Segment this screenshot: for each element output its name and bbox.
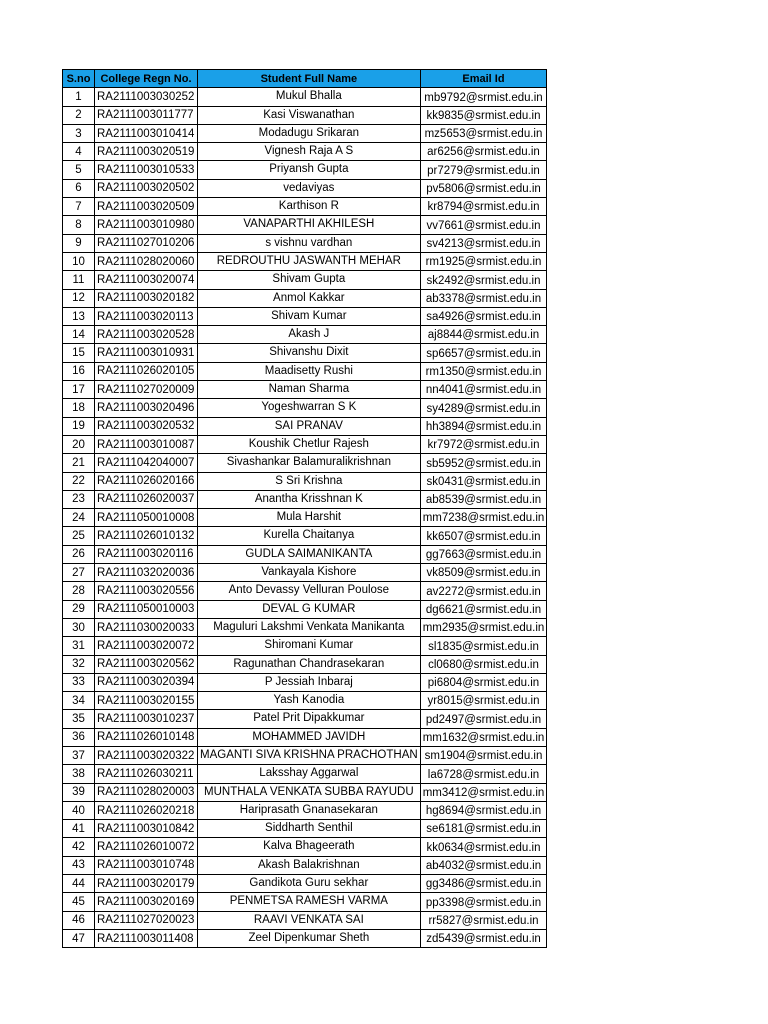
table-row: [63, 637, 547, 655]
cell-student-name: Mula Harshit: [198, 509, 421, 527]
table-row: [63, 106, 547, 124]
cell-regn-no: RA2111028020003: [95, 783, 198, 801]
cell-regn-no: RA2111026020105: [95, 362, 198, 380]
cell-student-name: Laksshay Aggarwal: [198, 765, 421, 783]
cell-email: ab3378@srmist.edu.in: [420, 289, 547, 307]
cell-email: kr7972@srmist.edu.in: [420, 435, 547, 453]
cell-sno: 9: [63, 234, 95, 252]
cell-email: pv5806@srmist.edu.in: [420, 179, 547, 197]
cell-student-name: Vankayala Kishore: [198, 564, 421, 582]
cell-student-name: Shivam Gupta: [198, 271, 421, 289]
cell-sno: 25: [63, 527, 95, 545]
table-row: [63, 856, 547, 874]
table-row: [63, 161, 547, 179]
cell-sno: 23: [63, 490, 95, 508]
cell-email: se6181@srmist.edu.in: [420, 820, 547, 838]
table-row: [63, 765, 547, 783]
cell-email: sy4289@srmist.edu.in: [420, 399, 547, 417]
cell-email: sl1835@srmist.edu.in: [420, 637, 547, 655]
table-row: [63, 143, 547, 161]
cell-regn-no: RA2111003010748: [95, 856, 198, 874]
cell-regn-no: RA2111003020169: [95, 893, 198, 911]
cell-regn-no: RA2111003020182: [95, 289, 198, 307]
student-table: [62, 69, 547, 948]
cell-sno: 34: [63, 692, 95, 710]
cell-email: aj8844@srmist.edu.in: [420, 326, 547, 344]
cell-regn-no: RA2111003020496: [95, 399, 198, 417]
cell-sno: 8: [63, 216, 95, 234]
cell-regn-no: RA2111027020009: [95, 381, 198, 399]
cell-sno: 18: [63, 399, 95, 417]
table-row: [63, 362, 547, 380]
cell-sno: 35: [63, 710, 95, 728]
cell-email: pi6804@srmist.edu.in: [420, 673, 547, 691]
cell-regn-no: RA2111003010842: [95, 820, 198, 838]
cell-regn-no: RA2111032020036: [95, 564, 198, 582]
cell-student-name: REDROUTHU JASWANTH MEHAR: [198, 252, 421, 270]
cell-regn-no: RA2111003020502: [95, 179, 198, 197]
cell-email: kk6507@srmist.edu.in: [420, 527, 547, 545]
cell-regn-no: RA2111026010148: [95, 728, 198, 746]
cell-student-name: Anmol Kakkar: [198, 289, 421, 307]
table-row: [63, 490, 547, 508]
cell-student-name: Maadisetty Rushi: [198, 362, 421, 380]
cell-regn-no: RA2111003020072: [95, 637, 198, 655]
table-row: [63, 564, 547, 582]
header-sno: S.no: [63, 70, 95, 88]
cell-student-name: MUNTHALA VENKATA SUBBA RAYUDU: [198, 783, 421, 801]
table-row: [63, 381, 547, 399]
table-row: [63, 399, 547, 417]
cell-student-name: Mukul Bhalla: [198, 88, 421, 106]
cell-sno: 36: [63, 728, 95, 746]
table-row: [63, 472, 547, 490]
cell-sno: 32: [63, 655, 95, 673]
cell-student-name: Kurella Chaitanya: [198, 527, 421, 545]
cell-email: gg7663@srmist.edu.in: [420, 545, 547, 563]
cell-regn-no: RA2111003011408: [95, 929, 198, 947]
cell-email: av2272@srmist.edu.in: [420, 582, 547, 600]
table-row: [63, 179, 547, 197]
cell-student-name: P Jessiah Inbaraj: [198, 673, 421, 691]
table-row: [63, 618, 547, 636]
cell-student-name: Anantha Krisshnan K: [198, 490, 421, 508]
cell-email: pd2497@srmist.edu.in: [420, 710, 547, 728]
cell-email: hg8694@srmist.edu.in: [420, 801, 547, 819]
cell-student-name: Akash Balakrishnan: [198, 856, 421, 874]
cell-student-name: Sivashankar Balamuralikrishnan: [198, 454, 421, 472]
cell-sno: 22: [63, 472, 95, 490]
cell-student-name: Naman Sharma: [198, 381, 421, 399]
cell-sno: 41: [63, 820, 95, 838]
table-row: [63, 271, 547, 289]
cell-regn-no: RA2111003020074: [95, 271, 198, 289]
header-regn: College Regn No.: [95, 70, 198, 88]
cell-email: vk8509@srmist.edu.in: [420, 564, 547, 582]
cell-sno: 3: [63, 124, 95, 142]
table-body: [63, 88, 547, 948]
cell-regn-no: RA2111003011777: [95, 106, 198, 124]
cell-student-name: Kalva Bhageerath: [198, 838, 421, 856]
cell-sno: 45: [63, 893, 95, 911]
cell-regn-no: RA2111026010132: [95, 527, 198, 545]
cell-regn-no: RA2111003010087: [95, 435, 198, 453]
cell-regn-no: RA2111003020113: [95, 307, 198, 325]
cell-regn-no: RA2111003020394: [95, 673, 198, 691]
cell-regn-no: RA2111026020037: [95, 490, 198, 508]
cell-sno: 5: [63, 161, 95, 179]
cell-regn-no: RA2111050010008: [95, 509, 198, 527]
cell-email: zd5439@srmist.edu.in: [420, 929, 547, 947]
cell-student-name: Shivam Kumar: [198, 307, 421, 325]
cell-email: kk9835@srmist.edu.in: [420, 106, 547, 124]
cell-email: sv4213@srmist.edu.in: [420, 234, 547, 252]
cell-regn-no: RA2111003020556: [95, 582, 198, 600]
cell-sno: 21: [63, 454, 95, 472]
table-row: [63, 216, 547, 234]
cell-regn-no: RA2111050010003: [95, 600, 198, 618]
cell-sno: 39: [63, 783, 95, 801]
cell-email: kk0634@srmist.edu.in: [420, 838, 547, 856]
cell-email: pp3398@srmist.edu.in: [420, 893, 547, 911]
cell-sno: 42: [63, 838, 95, 856]
table-row: [63, 801, 547, 819]
table-row: [63, 198, 547, 216]
cell-email: mz5653@srmist.edu.in: [420, 124, 547, 142]
cell-regn-no: RA2111003020155: [95, 692, 198, 710]
cell-email: rm1350@srmist.edu.in: [420, 362, 547, 380]
cell-sno: 1: [63, 88, 95, 106]
cell-email: vv7661@srmist.edu.in: [420, 216, 547, 234]
cell-sno: 11: [63, 271, 95, 289]
cell-regn-no: RA2111003020116: [95, 545, 198, 563]
cell-sno: 28: [63, 582, 95, 600]
cell-regn-no: RA2111003020519: [95, 143, 198, 161]
cell-sno: 47: [63, 929, 95, 947]
cell-email: sp6657@srmist.edu.in: [420, 344, 547, 362]
cell-regn-no: RA2111042040007: [95, 454, 198, 472]
table-row: [63, 326, 547, 344]
cell-sno: 10: [63, 252, 95, 270]
cell-regn-no: RA2111030020033: [95, 618, 198, 636]
cell-student-name: SAI PRANAV: [198, 417, 421, 435]
cell-email: ar6256@srmist.edu.in: [420, 143, 547, 161]
table-row: [63, 454, 547, 472]
cell-sno: 43: [63, 856, 95, 874]
cell-sno: 29: [63, 600, 95, 618]
cell-regn-no: RA2111026010072: [95, 838, 198, 856]
cell-regn-no: RA2111003010931: [95, 344, 198, 362]
cell-sno: 15: [63, 344, 95, 362]
cell-student-name: DEVAL G KUMAR: [198, 600, 421, 618]
cell-regn-no: RA2111026030211: [95, 765, 198, 783]
table-row: [63, 527, 547, 545]
table-row: [63, 692, 547, 710]
cell-student-name: Karthison R: [198, 198, 421, 216]
table-row: [63, 124, 547, 142]
cell-regn-no: RA2111003010533: [95, 161, 198, 179]
cell-regn-no: RA2111003020179: [95, 875, 198, 893]
cell-sno: 6: [63, 179, 95, 197]
cell-email: rm1925@srmist.edu.in: [420, 252, 547, 270]
table-row: [63, 545, 547, 563]
table-row: [63, 252, 547, 270]
cell-student-name: PENMETSA RAMESH VARMA: [198, 893, 421, 911]
table-row: [63, 875, 547, 893]
table-row: [63, 417, 547, 435]
header-name: Student Full Name: [198, 70, 421, 88]
cell-regn-no: RA2111003020509: [95, 198, 198, 216]
cell-student-name: s vishnu vardhan: [198, 234, 421, 252]
cell-sno: 13: [63, 307, 95, 325]
table-row: [63, 710, 547, 728]
cell-student-name: Vignesh Raja A S: [198, 143, 421, 161]
cell-regn-no: RA2111003010980: [95, 216, 198, 234]
cell-sno: 14: [63, 326, 95, 344]
cell-email: pr7279@srmist.edu.in: [420, 161, 547, 179]
cell-sno: 20: [63, 435, 95, 453]
cell-email: kr8794@srmist.edu.in: [420, 198, 547, 216]
cell-email: ab8539@srmist.edu.in: [420, 490, 547, 508]
cell-student-name: Gandikota Guru sekhar: [198, 875, 421, 893]
cell-student-name: Anto Devassy Velluran Poulose: [198, 582, 421, 600]
cell-student-name: Ragunathan Chandrasekaran: [198, 655, 421, 673]
cell-email: sk2492@srmist.edu.in: [420, 271, 547, 289]
cell-regn-no: RA2111027010206: [95, 234, 198, 252]
cell-student-name: Patel Prit Dipakkumar: [198, 710, 421, 728]
cell-regn-no: RA2111003030252: [95, 88, 198, 106]
table-row: [63, 838, 547, 856]
cell-email: mm7238@srmist.edu.in: [420, 509, 547, 527]
cell-regn-no: RA2111003020528: [95, 326, 198, 344]
cell-sno: 7: [63, 198, 95, 216]
table-row: [63, 289, 547, 307]
cell-email: sm1904@srmist.edu.in: [420, 746, 547, 764]
table-row: [63, 783, 547, 801]
table-row: [63, 435, 547, 453]
cell-student-name: Shivanshu Dixit: [198, 344, 421, 362]
cell-student-name: Shiromani Kumar: [198, 637, 421, 655]
cell-email: dg6621@srmist.edu.in: [420, 600, 547, 618]
table-row: [63, 820, 547, 838]
cell-regn-no: RA2111003010414: [95, 124, 198, 142]
cell-sno: 40: [63, 801, 95, 819]
cell-sno: 26: [63, 545, 95, 563]
cell-email: mm1632@srmist.edu.in: [420, 728, 547, 746]
cell-email: sk0431@srmist.edu.in: [420, 472, 547, 490]
cell-email: gg3486@srmist.edu.in: [420, 875, 547, 893]
cell-email: sb5952@srmist.edu.in: [420, 454, 547, 472]
table-row: [63, 728, 547, 746]
cell-regn-no: RA2111028020060: [95, 252, 198, 270]
cell-student-name: Koushik Chetlur Rajesh: [198, 435, 421, 453]
table-row: [63, 582, 547, 600]
cell-sno: 16: [63, 362, 95, 380]
cell-email: mm2935@srmist.edu.in: [420, 618, 547, 636]
cell-student-name: S Sri Krishna: [198, 472, 421, 490]
cell-sno: 17: [63, 381, 95, 399]
table-row: [63, 234, 547, 252]
cell-email: nn4041@srmist.edu.in: [420, 381, 547, 399]
header-email: Email Id: [420, 70, 547, 88]
cell-regn-no: RA2111003020322: [95, 746, 198, 764]
cell-student-name: Maguluri Lakshmi Venkata Manikanta: [198, 618, 421, 636]
table-row: [63, 509, 547, 527]
cell-sno: 38: [63, 765, 95, 783]
cell-sno: 30: [63, 618, 95, 636]
cell-sno: 31: [63, 637, 95, 655]
cell-sno: 24: [63, 509, 95, 527]
cell-sno: 46: [63, 911, 95, 929]
table-row: [63, 88, 547, 106]
cell-sno: 2: [63, 106, 95, 124]
cell-sno: 4: [63, 143, 95, 161]
table-row: [63, 746, 547, 764]
table-row: [63, 929, 547, 947]
cell-email: hh3894@srmist.edu.in: [420, 417, 547, 435]
cell-email: sa4926@srmist.edu.in: [420, 307, 547, 325]
cell-student-name: Akash J: [198, 326, 421, 344]
cell-student-name: Kasi Viswanathan: [198, 106, 421, 124]
cell-student-name: Yogeshwarran S K: [198, 399, 421, 417]
cell-student-name: Hariprasath Gnanasekaran: [198, 801, 421, 819]
table-row: [63, 911, 547, 929]
table-row: [63, 600, 547, 618]
cell-student-name: Priyansh Gupta: [198, 161, 421, 179]
cell-email: cl0680@srmist.edu.in: [420, 655, 547, 673]
table-row: [63, 344, 547, 362]
cell-sno: 37: [63, 746, 95, 764]
cell-student-name: Modadugu Srikaran: [198, 124, 421, 142]
cell-email: yr8015@srmist.edu.in: [420, 692, 547, 710]
cell-regn-no: RA2111026020218: [95, 801, 198, 819]
cell-student-name: Siddharth Senthil: [198, 820, 421, 838]
table-row: [63, 307, 547, 325]
cell-email: mm3412@srmist.edu.in: [420, 783, 547, 801]
cell-email: ab4032@srmist.edu.in: [420, 856, 547, 874]
cell-regn-no: RA2111026020166: [95, 472, 198, 490]
cell-email: la6728@srmist.edu.in: [420, 765, 547, 783]
table-row: [63, 655, 547, 673]
cell-regn-no: RA2111003010237: [95, 710, 198, 728]
header-row: [63, 70, 547, 88]
cell-student-name: RAAVI VENKATA SAI: [198, 911, 421, 929]
cell-student-name: GUDLA SAIMANIKANTA: [198, 545, 421, 563]
cell-student-name: MOHAMMED JAVIDH: [198, 728, 421, 746]
cell-sno: 33: [63, 673, 95, 691]
cell-email: rr5827@srmist.edu.in: [420, 911, 547, 929]
cell-sno: 12: [63, 289, 95, 307]
cell-regn-no: RA2111003020532: [95, 417, 198, 435]
cell-email: mb9792@srmist.edu.in: [420, 88, 547, 106]
cell-sno: 27: [63, 564, 95, 582]
table-row: [63, 893, 547, 911]
cell-student-name: vedaviyas: [198, 179, 421, 197]
cell-student-name: MAGANTI SIVA KRISHNA PRACHOTHAN: [198, 746, 421, 764]
cell-regn-no: RA2111003020562: [95, 655, 198, 673]
cell-sno: 44: [63, 875, 95, 893]
cell-sno: 19: [63, 417, 95, 435]
cell-regn-no: RA2111027020023: [95, 911, 198, 929]
cell-student-name: Zeel Dipenkumar Sheth: [198, 929, 421, 947]
table-row: [63, 673, 547, 691]
cell-student-name: VANAPARTHI AKHILESH: [198, 216, 421, 234]
cell-student-name: Yash Kanodia: [198, 692, 421, 710]
